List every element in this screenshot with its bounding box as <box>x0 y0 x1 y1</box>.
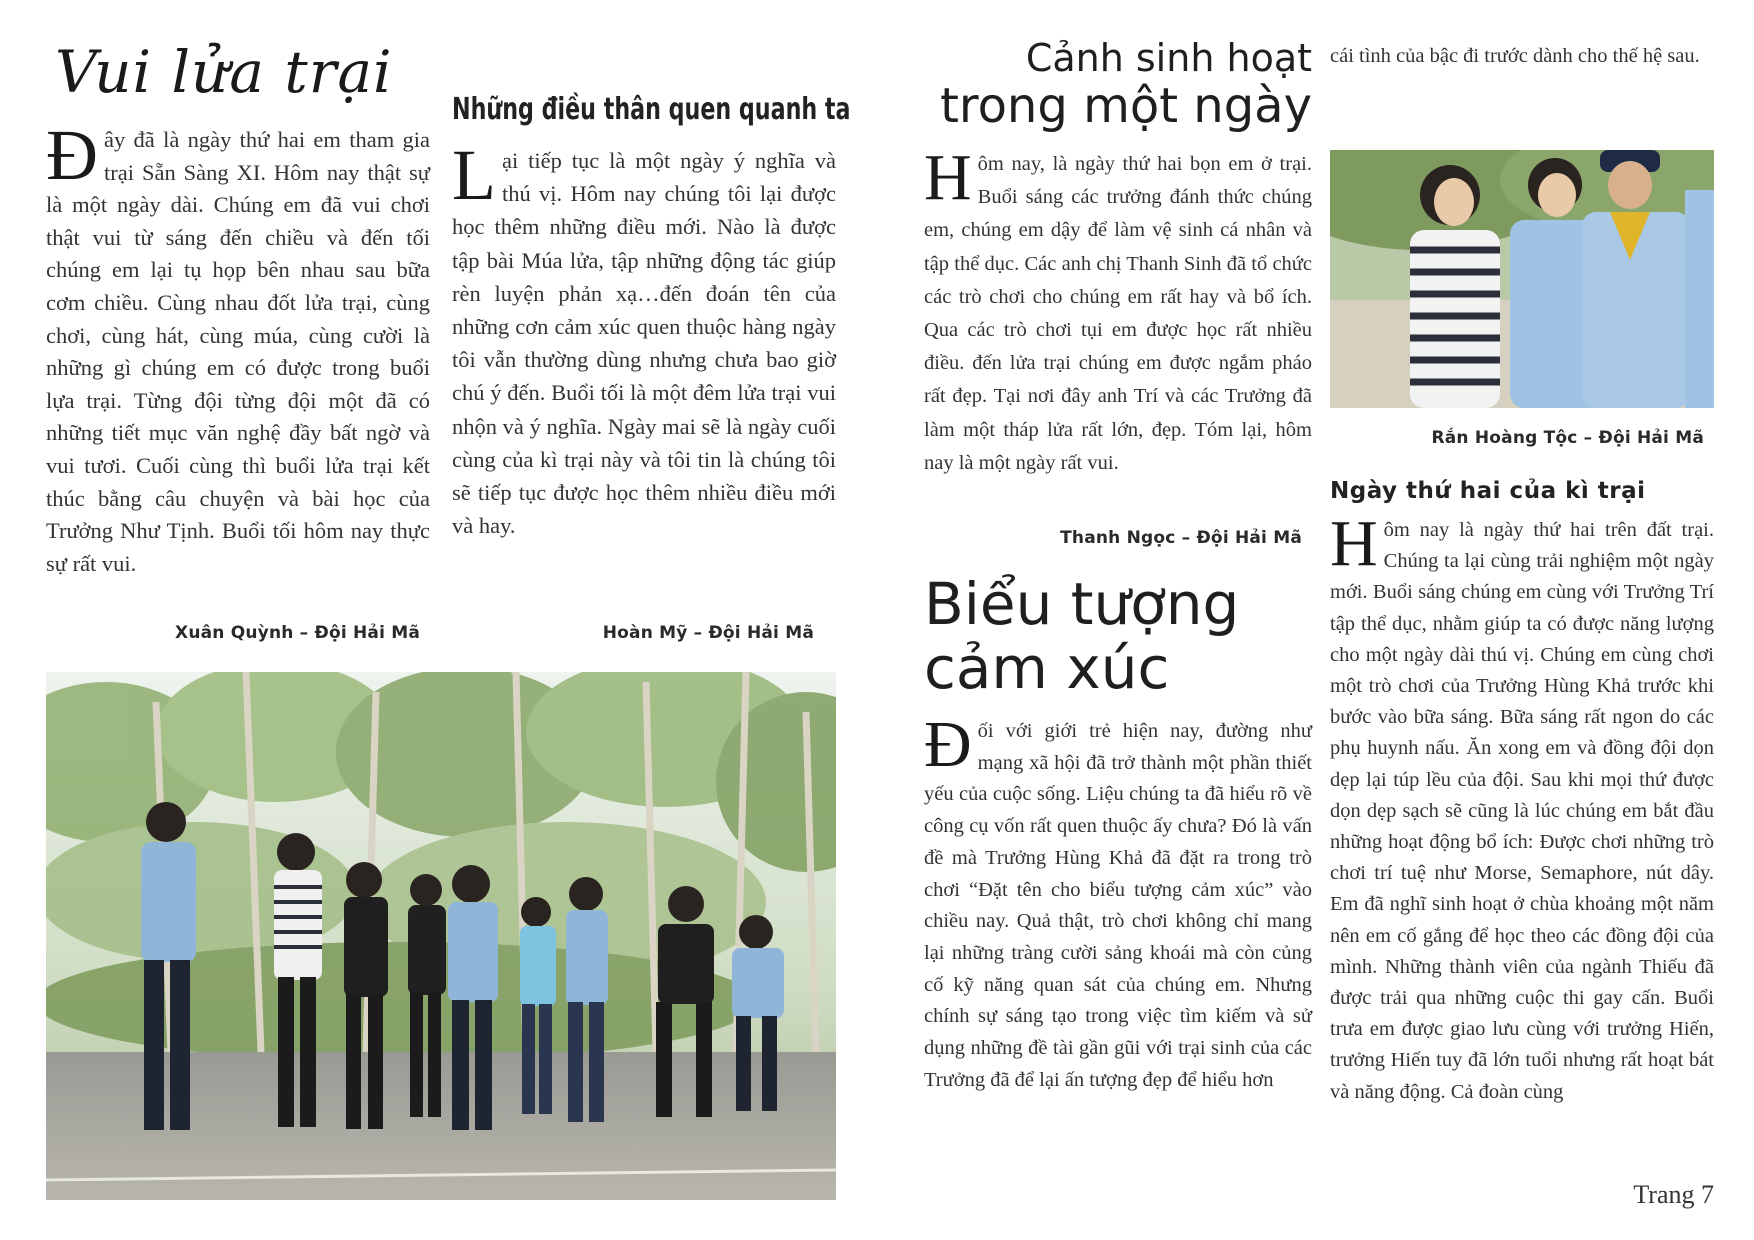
article3-body-block <box>924 141 1312 480</box>
article1-body: ây đã là ngày thứ hai em tham gia trại Sẵn Sàng XI. Hôm nay thật sự là một ngày dài. Chúng em đã vui chơi thật vui từ sáng đến chiều và đến tối chúng em lại tụ họp bên nhau sau bữa cơm chiều. Cùng nhau đốt lửa trại, cùng chơi, cùng hát, cùng múa, cùng cười là những gì chúng em có được trong buổi lựa trại. Từng đội từng đội một đã có những tiết mục văn nghệ đầy bất ngờ và vui tươi. Cuối cùng thì buổi lửa trại kết thúc bằng câu chuyện và bài học của Trưởng Như Tịnh. Buổi tối hôm nay thực sự rất vui. <box>46 127 430 576</box>
article4-title-line2: cảm xúc <box>924 634 1170 702</box>
article2-title: Những điều thân quen quanh ta <box>452 92 851 127</box>
article3-dropcap: H <box>924 141 972 214</box>
campers-photo <box>46 672 836 1200</box>
article5-body-block <box>1330 507 1714 1108</box>
article1-byline: Xuân Quỳnh – Đội Hải Mã <box>175 623 420 643</box>
article3-title-line2: trong một ngày <box>940 78 1312 134</box>
scouts-photo-illustration <box>1330 150 1714 408</box>
article1-body-block <box>46 115 430 580</box>
article5-body: ôm nay là ngày thứ hai trên đất trại. Chúng ta lại cùng trải nghiệm một ngày mới. Buổi sáng chúng em cùng với Trưởng Trí tập thể dục, nhằm giúp ta có được năng lượng cho một ngày dài thú vị. Chúng em cùng chơi một trò chơi của Trưởng Hùng Khả trước khi bước vào bữa sáng. Bữa sáng rất ngon do các phụ huynh nấu. Ăn xong em và đồng đội dọn dẹp lại túp lều của đội. Sau khi mọi thứ được dọn dẹp sạch sẽ cũng là lúc chúng em bắt đầu những hoạt động bổ ích: Được chơi những trò chơi trí tuệ như Morse, Semaphore, nút dây. Em đã nghĩ sinh hoạt ở chùa khoảng một năm nên em cố gắng để học theo các đồng đội của mình. Những thành viên của ngành Thiếu đã được trải qua những cuộc thi gay cấn. Buổi trưa em được giao lưu cùng với trưởng Hiến, trưởng Hiến tuy đã lớn tuổi nhưng rất hoạt bát và năng động. Cả đoàn cùng <box>1330 519 1714 1103</box>
article4-body-block <box>924 708 1312 1096</box>
article1-dropcap: Đ <box>46 115 98 195</box>
page-number: Trang 7 <box>1633 1180 1714 1209</box>
article5-byline: Rắn Hoàng Tộc – Đội Hải Mã <box>1431 428 1704 448</box>
article5-title: Ngày thứ hai của kì trại <box>1330 478 1646 504</box>
article4-dropcap: Đ <box>924 708 972 781</box>
article2-byline: Hoàn Mỹ – Đội Hải Mã <box>602 623 814 643</box>
article2-body-block <box>452 135 836 542</box>
article2-dropcap: L <box>452 135 496 215</box>
article4-body: ối với giới trẻ hiện nay, đường như mạng xã hội đã trở thành một phần thiết yếu của cuộc sống. Liệu chúng ta đã hiểu rõ về công cụ vốn rất quen thuộc ấy chưa? Đó là vấn đề mà Trưởng Hùng Khả đã đặt ra trong trò chơi “Đặt tên cho biểu tượng cảm xúc” vào chiều nay. Quả thật, trò chơi không chỉ mang lại những tràng cười sảng khoái mà còn củng cố kỹ năng quan sát của chúng em. Nhưng chính sự sáng tạo trong việc tìm kiếm và sử dụng những đề tài gần gũi với trại sinh của các Trưởng đã để lại ấn tượng đẹp để hiểu hơn <box>924 720 1312 1091</box>
scouts-photo <box>1330 150 1714 408</box>
article3-title-line1: Cảnh sinh hoạt <box>1025 36 1312 80</box>
article2-body: ại tiếp tục là một ngày ý nghĩa và thú vị. Hôm nay chúng tôi lại được học thêm những điều mới. Nào là được tập bài Múa lửa, tập những động tác giúp rèn luyện phản xạ…đến đoán tên của những cơn cảm xúc quen thuộc hàng ngày tôi vẫn thường dùng nhưng chưa bao giờ chú ý đến. Buổi tối là một đêm lửa trại vui nhộn và ý nghĩa. Ngày mai sẽ là ngày cuối cùng của kì trại này và tôi tin là chúng tôi sẽ tiếp tục được học thêm nhiều điều mới và hay. <box>452 148 836 539</box>
article4-continuation: cái tình của bậc đi trước dành cho thế hệ sau. <box>1330 45 1700 67</box>
article1-title: Vui lửa trại <box>55 38 393 106</box>
article3-byline: Thanh Ngọc – Đội Hải Mã <box>1060 528 1302 548</box>
campers-photo-illustration <box>46 672 836 1200</box>
article3-body: ôm nay, là ngày thứ hai bọn em ở trại. Buổi sáng các trưởng đánh thức chúng em, chúng em dậy để làm vệ sinh cá nhân và tập thể dục. Các anh chị Thanh Sinh đã tổ chức các trò chơi cho chúng em rất hay và bổ ích. Qua các trò chơi tụi em được học rất nhiều điều. đến lửa trại chúng em được ngắm pháo rất đẹp. Tại nơi đây anh Trí và các Trưởng đã làm một tháp lửa rất lớn, đẹp. Tóm lại, hôm nay là một ngày rất vui. <box>924 153 1312 474</box>
article5-dropcap: H <box>1330 507 1378 580</box>
article4-title-line1: Biểu tượng <box>924 570 1240 638</box>
